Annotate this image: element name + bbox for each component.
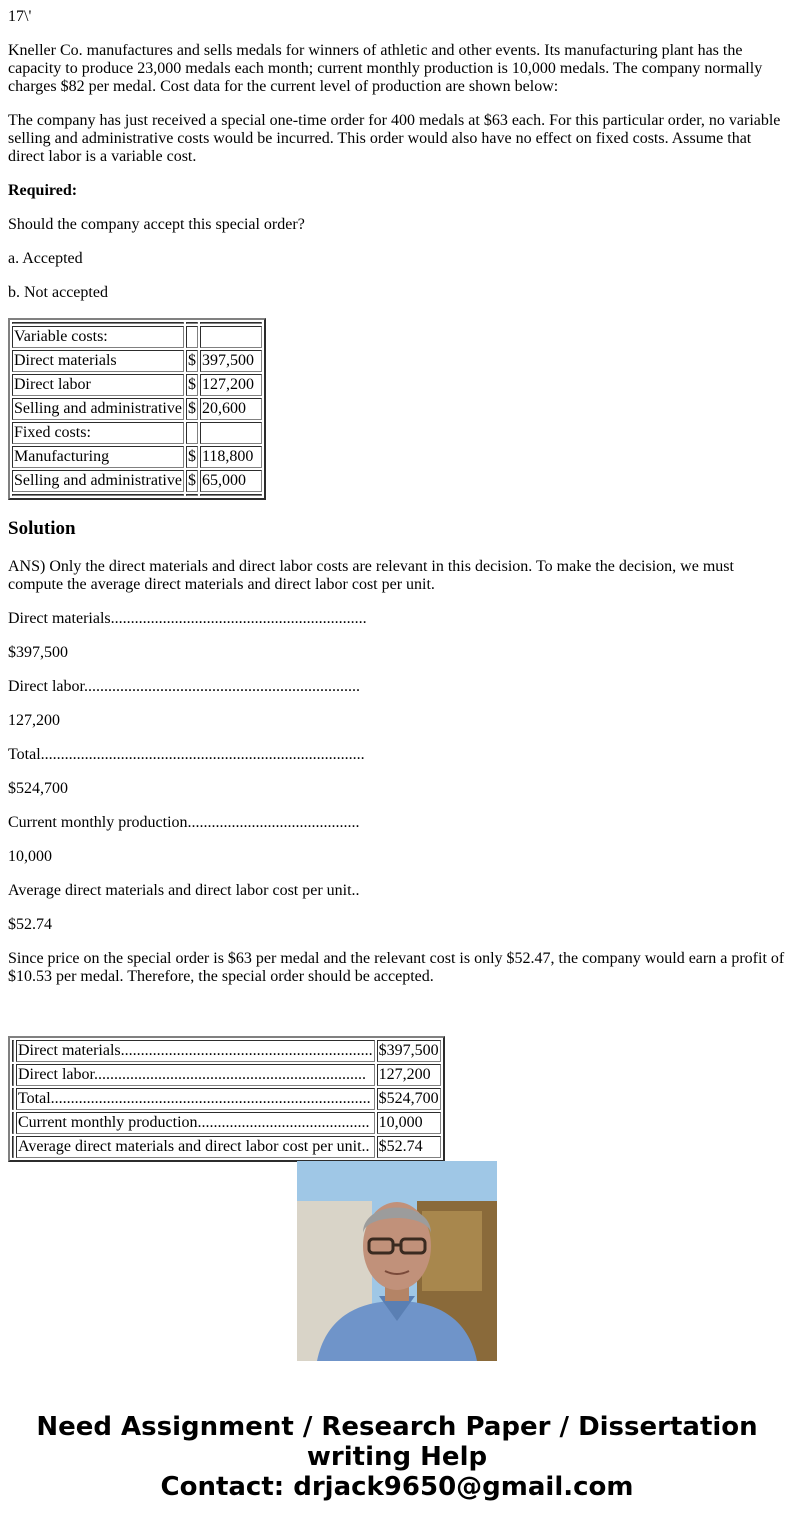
portrait-image — [297, 1161, 497, 1361]
currency-symbol: $ — [186, 398, 198, 420]
cost-value: 397,500 — [200, 350, 262, 372]
document-body — [0, 8, 794, 1155]
calc-value: 10,000 — [377, 1112, 441, 1134]
cost-label: Variable costs: — [12, 326, 184, 348]
solution-line: 10,000 — [8, 848, 52, 865]
table-row — [12, 398, 262, 420]
table-row — [12, 470, 262, 492]
calc-value: $52.74 — [377, 1136, 441, 1158]
cost-value: 65,000 — [200, 470, 262, 492]
table-row — [12, 446, 262, 468]
table-row — [12, 1136, 441, 1158]
solution-conclusion: Since price on the special order is $63 per medal and the relevant cost is only $52.47, the company would earn a profit of $10.53 per medal. Therefore, the special order should be accepted. — [8, 950, 785, 985]
spacer — [8, 1002, 786, 1036]
calc-label: Direct labor.................................................................... — [16, 1064, 375, 1086]
table-row — [12, 322, 262, 324]
table-row — [12, 494, 262, 496]
banner-line: writing Help — [306, 1442, 488, 1472]
currency-symbol: $ — [186, 446, 198, 468]
calc-label: Direct materials............................................................... — [16, 1040, 375, 1062]
calc-table-clip — [8, 1036, 448, 1155]
solution-line: $52.74 — [8, 916, 52, 933]
currency-symbol — [186, 422, 198, 444]
contact-banner — [0, 1412, 794, 1502]
table-row — [12, 326, 262, 348]
currency-symbol: $ — [186, 374, 198, 396]
solution-line: Current monthly production........................................... — [8, 814, 360, 831]
cost-label: Manufacturing — [12, 446, 184, 468]
solution-heading: Solution — [8, 518, 76, 539]
cost-label: Direct labor — [12, 374, 184, 396]
cost-value — [200, 326, 262, 348]
option-a: a. Accepted — [8, 250, 83, 267]
banner-contact: Contact: drjack9650@gmail.com — [160, 1472, 634, 1502]
cost-value: 118,800 — [200, 446, 262, 468]
table-row — [12, 422, 262, 444]
required-label: Required: — [8, 182, 78, 199]
solution-line: Total................................................................................. — [8, 746, 365, 763]
calc-label: Current monthly production........................................... — [16, 1112, 375, 1134]
calc-label: Total................................................................................ — [16, 1088, 375, 1110]
calc-table — [8, 1036, 445, 1162]
table-row — [12, 1040, 441, 1062]
solution-line: $397,500 — [8, 644, 68, 661]
cost-label: Direct materials — [12, 350, 184, 372]
cost-value — [200, 422, 262, 444]
cost-value: 127,200 — [200, 374, 262, 396]
option-b: b. Not accepted — [8, 284, 108, 301]
author-avatar — [297, 1161, 497, 1361]
solution-intro: ANS) Only the direct materials and direct labor costs are relevant in this decision. To make the decision, we must compute the average direct materials and direct labor cost per unit. — [8, 558, 734, 593]
table-row — [12, 1064, 441, 1086]
cost-label: Selling and administrative — [12, 398, 184, 420]
currency-symbol: $ — [186, 350, 198, 372]
question-paragraph: Kneller Co. manufactures and sells medals for winners of athletic and other events. Its manufacturing plant has the capacity to produce 23,000 medals each month; current monthly production is 10,000 medals. The company normally charges $82 per medal. Cost data for the current level of production are shown below: — [8, 42, 763, 95]
solution-line: $524,700 — [8, 780, 68, 797]
calc-value: $397,500 — [377, 1040, 441, 1062]
cost-value: 20,600 — [200, 398, 262, 420]
calc-value: 127,200 — [377, 1064, 441, 1086]
cost-data-table — [8, 318, 266, 500]
solution-line: Average direct materials and direct labor cost per unit.. — [8, 882, 360, 899]
question-number: 17\' — [8, 8, 32, 25]
cost-label: Selling and administrative — [12, 470, 184, 492]
currency-symbol — [186, 326, 198, 348]
table-row — [12, 1088, 441, 1110]
question-prompt: Should the company accept this special order? — [8, 216, 305, 233]
banner-line: Need Assignment / Research Paper / Dissertation — [36, 1412, 758, 1442]
calc-label: Average direct materials and direct labor cost per unit.. — [16, 1136, 375, 1158]
currency-symbol: $ — [186, 470, 198, 492]
table-row — [12, 1112, 441, 1134]
solution-line: Direct labor..................................................................... — [8, 678, 360, 695]
solution-line: 127,200 — [8, 712, 60, 729]
question-paragraph: The company has just received a special one-time order for 400 medals at $63 each. For this particular order, no variable selling and administrative costs would be incurred. This order would also have no effect on fixed costs. Assume that direct labor is a variable cost. — [8, 112, 781, 165]
table-row — [12, 374, 262, 396]
table-row — [12, 350, 262, 372]
cost-label: Fixed costs: — [12, 422, 184, 444]
calc-value: $524,700 — [377, 1088, 441, 1110]
solution-line: Direct materials................................................................ — [8, 610, 367, 627]
